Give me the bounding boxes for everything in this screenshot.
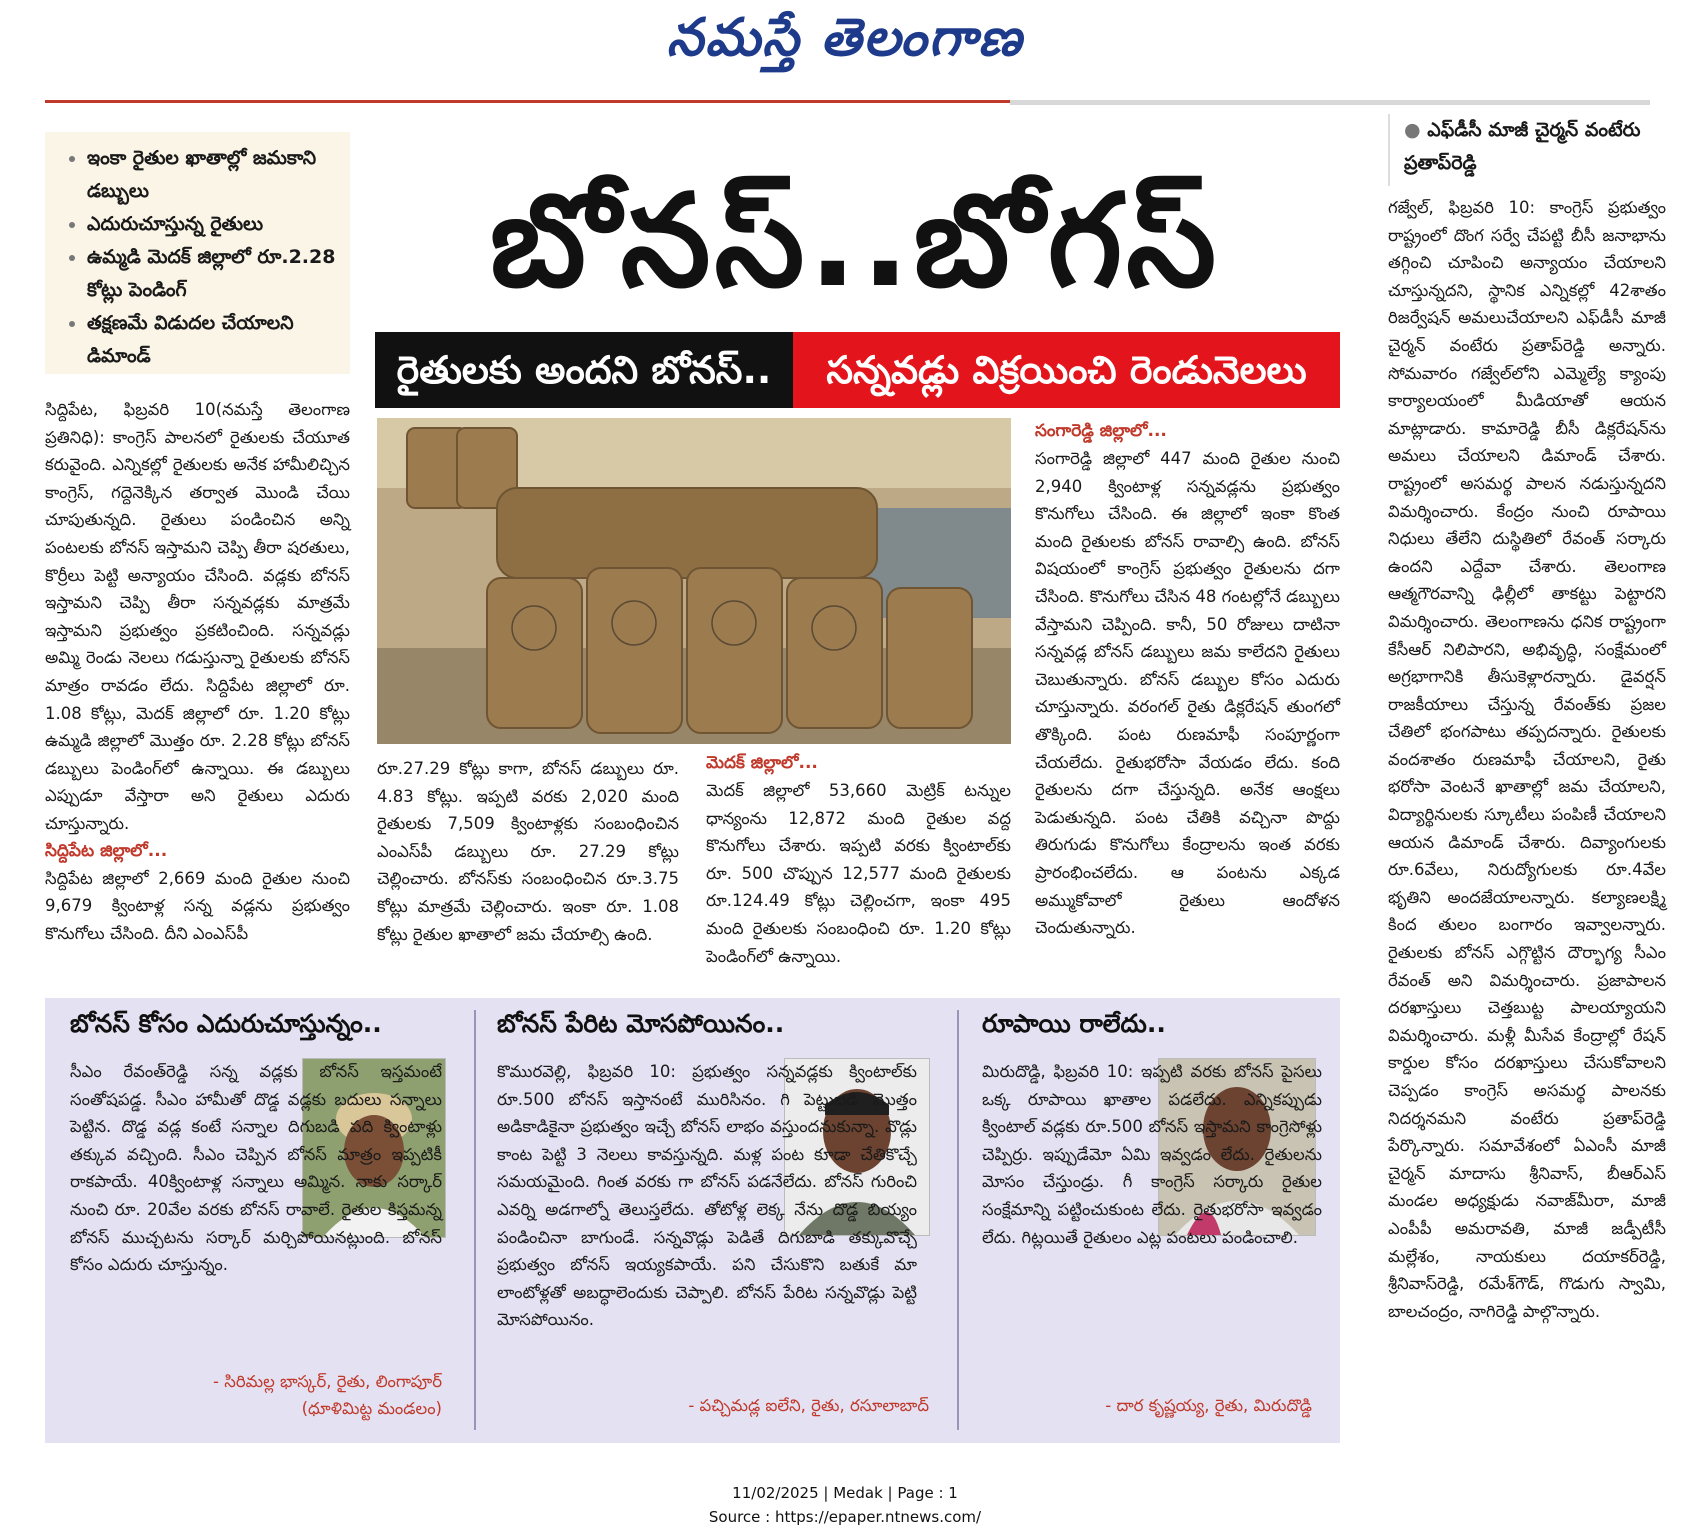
lead-paragraph: సిద్దిపేట, ఫిబ్రవరి 10(నమస్తే తెలంగాణ ప్రతినిధి): కాంగ్రెస్‌ పాలనలో రైతులకు చేయూత కరువైంది. ఎన్నికల్లో రైతులకు అనేక హామీలిచ్చిన కాంగ్రెస్‌, గద్దెనెక్కిన తర్వాత మొండి చేయి చూపుతున్నది. రైతులు పండించిన అన్ని పంటలకు బోనస్‌ ఇస్తామని చెప్పి తీరా షరతులు, కొర్రీలు పెట్టి అన్యాయం చేసింది. వడ్లకు బోనస్‌ ఇస్తామని చెప్పి తీరా సన్నవడ్లకు మాత్రమే ఇస్తామని ప్రభుత్వం ప్రకటించింది. సన్నవడ్లు అమ్మి రెండు నెలలు గడుస్తున్నా రైతులకు బోనస్‌ మాత్రం రావడం లేదు. సిద్దిపేట జిల్లాలో రూ. 1.08 కోట్లు, మెదక్‌ జిల్లాలో రూ. 1.20 కోట్లు ఉమ్మడి జిల్లాలో మొత్తం రూ. 2.28 కోట్లు బోనస్‌ డబ్బులు పెండింగ్‌లో ఉన్నాయి. ఈ డబ్బులు ఎప్పుడూ వేస్తారా అని రైతులు ఎదురు చూస్తున్నారు. [45, 400, 350, 833]
top-rule-grey [1010, 100, 1650, 105]
sidebar-article [1388, 194, 1666, 1325]
quote-story-2 [497, 1008, 917, 1040]
sidebar-highlight-text: ఎఫ్‌డీసీ మాజీ చైర్మన్‌ వంటేరు ప్రతాప్‌రెడ్డి [1404, 119, 1641, 174]
sidebar-article-text: గజ్వేల్‌, ఫిబ్రవరి 10: కాంగ్రెస్‌ ప్రభుత్వం రాష్ట్రంలో దొంగ సర్వే చేపట్టి బీసీ జనాభాను తగ్గించి చూపించి అన్యాయం చేయాలని చూస్తున్నదని, స్థానిక ఎన్నికల్లో 42శాతం రిజర్వేషన్‌ అమలుచేయాలని ఎఫ్‌డీసీ మాజీ చైర్మన్‌ వంటేరు ప్రతాప్‌రెడ్డి అన్నారు. సోమవారం గజ్వేల్‌లోని ఎమ్మెల్యే క్యాంపు కార్యాలయంలో మీడియాతో ఆయన మాట్లాడారు. కామారెడ్డి బీసీ డిక్లరేషన్‌ను అమలు చేయాలని డిమాండ్‌ చేశారు. రాష్ట్రంలో అసమర్థ పాలన నడుస్తున్నదని విమర్శించారు. కేంద్రం నుంచి రూపాయి నిధులు తేలేని దుస్థితిలో రేవంత్‌ సర్కారు ఉందని ఎద్దేవా చేశారు. తెలంగాణ ఆత్మగౌరవాన్ని ఢిల్లీలో తాకట్టు పెట్టారని విమర్శించారు. తెలంగాణను ధనిక రాష్ట్రంగా కేసీఆర్‌ నిలిపారని, అభివృద్ధి, సంక్షేమంలో అగ్రభాగానికి తీసుకెళ్లారన్నారు. డైవర్షన్‌ రాజకీయాలు చేస్తున్న రేవంత్‌కు ప్రజల చేతిలో భంగపాటు తప్పదన్నారు. రైతులకు వందశాతం రుణమాఫీ చేయాలని, రైతు భరోసా వెంటనే ఖాతాల్లో జమ చేయాలని, విద్యార్థినులకు స్కూటీలు పంపిణీ చేయాలని ఆయన డిమాండ్‌ చేశారు. దివ్యాంగులకు రూ.6వేలు, నిరుద్యోగులకు రూ.4వేల భృతిని అందజేయాలన్నారు. కల్యాణలక్ష్మి కింద తులం బంగారం ఇవ్వాలన్నారు. రైతులకు బోనస్‌ ఎగ్గొట్టిన దౌర్భాగ్య సీఎం రేవంత్‌ అని విమర్శించారు. ప్రజాపాలన దరఖాస్తులు చెత్తబుట్ట పాలయ్యాయని విమర్శించారు. మళ్లీ మీసేవ కేంద్రాల్లో రేషన్‌ కార్డుల కోసం దరఖాస్తులు చేసుకోవాలని చెప్పడం కాంగ్రెస్‌ అసమర్థ పాలనకు నిదర్శనమని వంటేరు ప్రతాప్‌రెడ్డి పేర్కొన్నారు. సమావేశంలో ఏఎంసీ మాజీ చైర్మన్‌ మాదాసు శ్రీనివాస్‌, బీఆర్‌ఎస్‌ మండల అధ్యక్షుడు నవాజ్‌మీరా, మాజీ ఎంపీపీ అమరావతి, మాజీ జడ్పీటీసీ మల్లేశం, నాయకులు దయాకర్‌రెడ్డి, శ్రీనివాస్‌రెడ్డి, రమేశ్‌గౌడ్‌, గొడుగు స్వామి, బాలచంద్రం, నాగిరెడ్డి పాల్గొన్నారు. [1388, 198, 1666, 1321]
section-heading-siddipet: సిద్దిపేట జిల్లాలో... [45, 840, 168, 861]
section-paragraph-sangareddy: సంగారెడ్డి జిల్లాలో 447 మంది రైతుల నుంచి 2,940 క్వింటాళ్ల సన్నవడ్లను ప్రభుత్వం కొనుగోలు చేసింది. ఈ జిల్లాలో ఇంకా కొంత మంది రైతులకు బోనస్‌ రావాల్సి ఉంది. బోనస్‌ విషయంలో కాంగ్రెస్‌ ప్రభుత్వం రైతులను దగా చేసింది. కొనుగోలు చేసిన 48 గంటల్లోనే డబ్బులు వేస్తామని చెప్పింది. కానీ, 50 రోజులు దాటినా సన్నవడ్ల బోనస్‌ డబ్బులు జమ కాలేదని రైతులు చెబుతున్నారు. బోనస్‌ డబ్బుల కోసం ఎదురు చూస్తున్నారు. వరంగల్‌ రైతు డిక్లరేషన్‌ తుంగలో తొక్కింది. పంట రుణమాఫీ సంపూర్ణంగా చేయలేదు. రైతుభరోసా వేయడం లేదు. కంది రైతులను దగా చేస్తున్నది. అనేక ఆంక్షలు పెడుతున్నది. పంట చేతికి వచ్చినా పొద్దు తిరుగుడు కొనుగోలు కేంద్రాలను ఇంత వరకు ప్రారంభించలేదు. ఆ పంటను ఎక్కడ అమ్ముకోవాలో రైతులు ఆందోళన చెందుతున్నారు. [1035, 449, 1340, 938]
article-column-1 [45, 396, 350, 947]
quote-credit-name: - సిరిమల్ల భాస్కర్‌, రైతు, లింగాపూర్‌ [213, 1372, 442, 1391]
article-column-4 [1035, 418, 1340, 942]
article-column-2 [377, 755, 679, 948]
section-heading-sangareddy: సంగారెడ్డి జిల్లాలో... [1035, 421, 1167, 441]
panel-divider [474, 1010, 476, 1430]
column-2-paragraph: రూ.27.29 కోట్లు కాగా, బోనస్‌ డబ్బులు రూ. 4.83 కోట్లు. ఇప్పటి వరకు 2,020 మంది రైతులకు 7,509 క్వింటాళ్లకు సంబంధించిన ఎంఎస్‌పీ డబ్బులు రూ. 27.29 కోట్లు చెల్లించారు. బోనస్‌కు సంబంధించిన రూ.3.75 కోట్లు మాత్రమే చెల్లించారు. ఇంకా రూ. 1.08 కోట్లు రైతుల ఖాతాలో జమ చేయాల్సి ఉంది. [377, 759, 679, 944]
quote-story-3 [982, 1008, 1322, 1040]
footer-date-edition: 11/02/2025 | Medak | Page : 1 [732, 1484, 958, 1502]
highlight-item: • ఇంకా రైతుల ఖాతాల్లో జమకాని డబ్బులు [87, 142, 338, 208]
section-paragraph-siddipet: సిద్దిపేట జిల్లాలో 2,669 మంది రైతుల నుంచి 9,679 క్వింటాళ్ల సన్న వడ్లను ప్రభుత్వం కొనుగోలు చేసింది. దీని ఎంఎస్‌పీ [45, 868, 350, 943]
section-paragraph-medak: మెదక్‌ జిల్లాలో 53,660 మెట్రిక్‌ టన్నుల ధాన్యంను 12,872 మంది రైతుల వద్ద కొనుగోలు చేశారు. ఇప్పటి వరకు క్వింటాల్‌కు రూ. 500 చొప్పున 12,577 మంది రైతులకు రూ.124.49 కోట్లు చెల్లించగా, ఇంకా 495 మంది రైతులకు సంబంధించి రూ. 1.20 కోట్లు పెండింగ్‌లో ఉన్నాయి. [706, 781, 1011, 966]
quote-story-2-text [497, 1058, 917, 1334]
quote-story-heading: రూపాయి రాలేదు.. [982, 1009, 1166, 1038]
panel-divider [957, 1010, 959, 1430]
quote-credit-3 [982, 1392, 1312, 1419]
quote-credit-2 [497, 1392, 929, 1419]
quote-story-1 [70, 1008, 470, 1040]
highlight-item: • ఎదురుచూస్తున్న రైతులు [87, 208, 338, 241]
quote-credit-name: - పచ్చిమడ్ల ఐలేని, రైతు, రసూలాబాద్‌ [688, 1396, 929, 1415]
quote-story-heading: బోనస్‌ కోసం ఎదురుచూస్తున్నం.. [70, 1009, 382, 1038]
quote-story-3-text [982, 1058, 1322, 1251]
paddy-bags-photo [377, 418, 1011, 744]
quote-credit-name: - దార కృష్ణయ్య, రైతు, మిరుదొడ్డి [1105, 1396, 1312, 1415]
quote-story-1-paragraph: సీఎం రేవంత్‌రెడ్డి సన్న వడ్లకు బోనస్‌ ఇస్తమంటే సంతోషపడ్డ. సీఎం హామీతో దొడ్డ వడ్లకు బదులు సన్నాలు పెట్టిన. దొడ్డ వడ్ల కంటే సన్నాల దిగుబడి పది క్వింటాళ్లు తక్కువ వచ్చింది. సీఎం చెప్పిన బోనస్‌ మాత్రం ఇప్పటికీ రాకపాయే. 40క్వింటాళ్ల సన్నాలు అమ్మిన. నాకు సర్కార్‌ నుంచి రూ. 20వేల వరకు బోనస్‌ రావాలే. రైతుల కిస్తమన్న బోనస్‌ ముచ్చటను సర్కార్‌ మర్చిపోయినట్లుంది. బోనస్‌ కోసం ఎదురు చూస్తున్నం. [70, 1062, 442, 1275]
section-heading-medak: మెదక్‌ జిల్లాలో... [706, 753, 818, 773]
quote-story-1-text-top [70, 1058, 442, 1279]
subheadline-black: రైతులకు అందని బోనస్‌.. [375, 332, 793, 408]
footer-source: Source : https://epaper.ntnews.com/ [708, 1508, 982, 1526]
subheadline-red: సన్నవడ్లు విక్రయించి రెండునెలలు [793, 332, 1340, 408]
quote-story-2-paragraph: కొమురవెల్లి, ఫిబ్రవరి 10: ప్రభుత్వం సన్నవడ్లకు క్వింటాల్‌కు రూ.500 బోనస్‌ ఇస్తానంటే మురిసినం. గి పెట్టుబడి మొత్తం అడికాడికైనా ప్రభుత్వం ఇచ్చే బోనస్‌ లాభం వస్తుందనుకున్నా. వొడ్లు కాంట పెట్టి 3 నెలలు కావస్తున్నది. మళ్ల పంట కూడా చేతికొచ్చే సమయమైంది. గింత వరకు గా బోనస్‌ పడనేలేదు. బోనస్‌ గురించి ఎవర్ని అడగాల్నో తెలుస్తలేదు. తోటోళ్ల లెక్క నేను దొడ్డ బియ్యం పండించినా బాగుండే. సన్నవొడ్లు పెడితే దిగుబాడి తక్కువొచ్చే ప్రభుత్వం బోనస్‌ ఇయ్యకపాయే. పని చేసుకొని బతుకే మా లాంటోళ్లతో అబద్ధాలెందుకు చెప్పాలి. బోనస్‌ పేరిట సన్నవొడ్లు పెట్టి మోసపోయినం. [497, 1062, 917, 1330]
paddy-bags-illustration [377, 418, 1011, 744]
highlight-item: • తక్షణమే విడుదల చేయాలని డిమాండ్‌ [87, 307, 338, 373]
highlights-box [45, 132, 350, 374]
highlight-item: • ఉమ్మడి మెదక్‌ జిల్లాలో రూ.2.28 కోట్లు పెండింగ్‌ [87, 241, 338, 307]
quote-credit-1 [70, 1368, 442, 1422]
quote-story-3-paragraph: మిరుదొడ్డి, ఫిబ్రవరి 10: ఇప్పటి వరకు బోనస్‌ పైసలు ఒక్క రూపాయి ఖాతాల పడలేదు. ఎన్నికప్పుడు క్వింటాల్‌ వడ్లకు రూ.500 బోనస్‌ ఇస్తామని కాంగ్రెసోళ్లు చెప్పిర్రు. ఇప్పుడేమో ఏమి ఇవ్వడం లేదు. రైతులను మోసం చేస్తుండ్రు. గీ కాంగ్రెస్‌ సర్కారు రైతుల సంక్షేమాన్ని పట్టించుకుంట లేదు. రైతుభరోసా ఇవ్వడం లేదు. గిట్లయితే రైతులం ఎట్ల పంటలు పండించాలి. [982, 1062, 1322, 1247]
sidebar-highlight-box: ● ఎఫ్‌డీసీ మాజీ చైర్మన్‌ వంటేరు ప్రతాప్‌రెడ్డి [1388, 114, 1666, 186]
headline: బోనస్‌..బోగస్‌ [489, 167, 1221, 316]
article-column-3 [706, 750, 1011, 970]
masthead: నమస్తే తెలంగాణ [666, 8, 1024, 68]
quote-credit-place: (ధూళిమిట్ట మండలం) [301, 1399, 442, 1418]
quote-story-heading: బోనస్‌ పేరిట మోసపోయినం.. [497, 1009, 785, 1038]
